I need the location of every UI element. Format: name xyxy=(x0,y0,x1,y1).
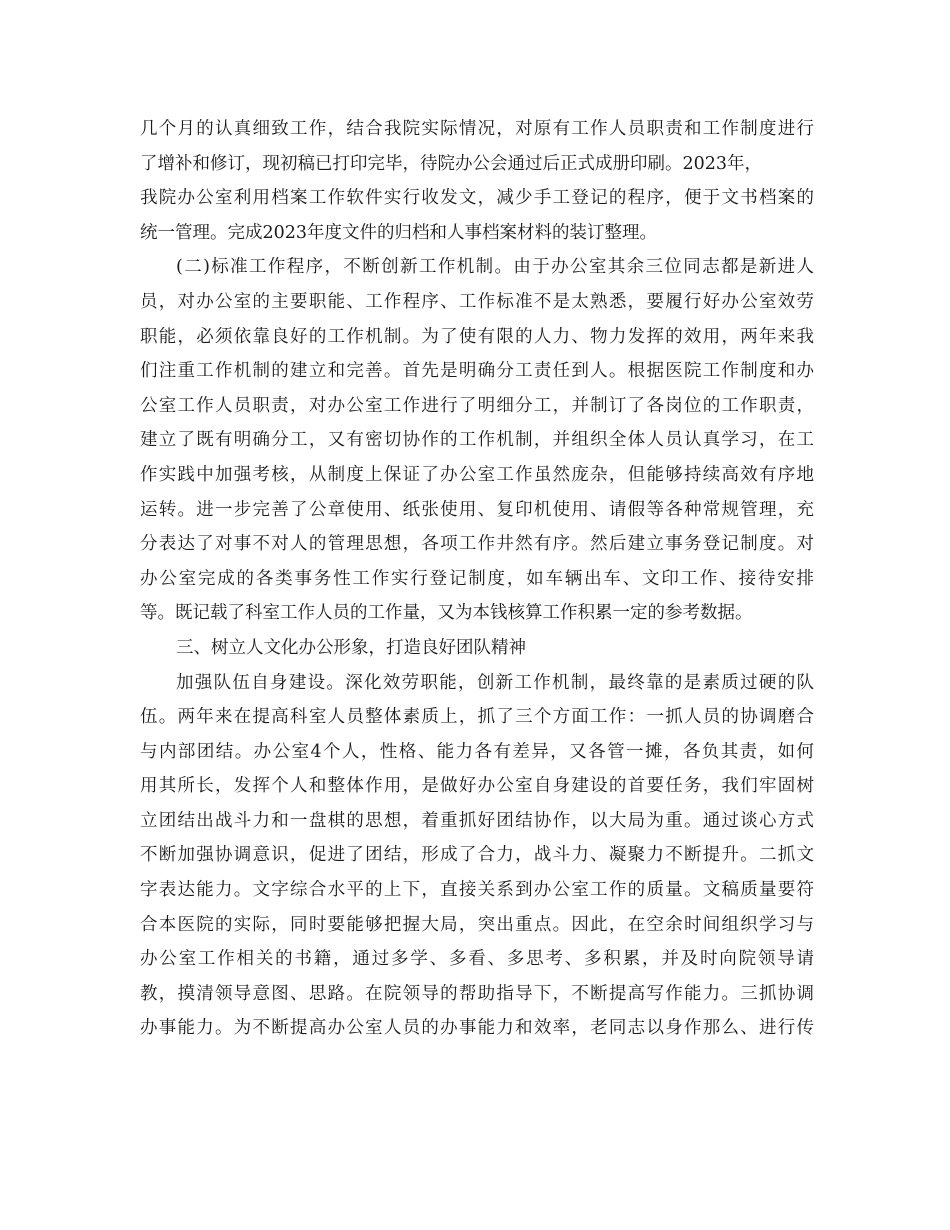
text-line: 建立了既有明确分工，又有密切协作的工作机制，并组织全体人员认真学习，在工 xyxy=(140,430,814,451)
text-line: 等。既记载了科室工作人员的工作量，又为本钱核算工作积累一定的参考数据。 xyxy=(140,603,753,624)
text-line: 统一管理。完成2023年度文件的归档和人事档案材料的装订整理。 xyxy=(140,222,658,243)
text-line: 办事能力。为不断提高办公室人员的办事能力和效率，老同志以身作那么、进行传 xyxy=(140,1018,814,1039)
text-line: 不断加强协调意识，促进了团结，形成了合力，战斗力、凝聚力不断提升。二抓文 xyxy=(140,845,814,866)
text-line: 用其所长，发挥个人和整体作用，是做好办公室自身建设的首要任务，我们牢固树 xyxy=(140,776,814,797)
text-line: 办公室完成的各类事务性工作实行登记制度，如车辆出车、文印工作、接待安排 xyxy=(140,568,814,589)
text-line: 运转。进一步完善了公章使用、纸张使用、复印机使用、请假等各种常规管理，充 xyxy=(140,499,814,520)
text-line: 我院办公室利用档案工作软件实行收发文，减少手工登记的程序，便于文书档案的 xyxy=(140,188,814,209)
text-line: 公室工作人员职责，对办公室工作进行了明细分工，并制订了各岗位的工作职责， xyxy=(140,395,814,416)
text-line: 几个月的认真细致工作，结合我院实际情况，对原有工作人员职责和工作制度进行 xyxy=(140,119,814,139)
text-line: 合本医院的实际，同时要能够把握大局，突出重点。因此，在空余时间组织学习与 xyxy=(140,914,814,935)
text-line: 分表达了对事不对人的管理思想，各项工作井然有序。然后建立事务登记制度。对 xyxy=(140,534,814,555)
text-line: 作实践中加强考核，从制度上保证了办公室工作虽然庞杂，但能够持续高效有序地 xyxy=(140,464,814,485)
text-line: 三、树立人文化办公形象，打造良好团队精神 xyxy=(176,637,526,658)
text-line: 与内部团结。办公室4个人，性格、能力各有差异，又各管一摊，各负其责，如何 xyxy=(140,741,814,762)
body-text xyxy=(140,112,814,1046)
text-line: 职能，必须依靠良好的工作机制。为了使有限的人力、物力发挥的效用，两年来我 xyxy=(140,326,814,347)
text-line: 们注重工作机制的建立和完善。首先是明确分工责任到人。根据医院工作制度和办 xyxy=(140,361,814,382)
text-line: 员，对办公室的主要职能、工作程序、工作标准不是太熟悉，要履行好办公室效劳 xyxy=(140,291,814,312)
text-line: 办公室工作相关的书籍，通过多学、多看、多思考、多积累，并及时向院领导请 xyxy=(140,949,814,970)
text-line: (二)标准工作程序，不断创新工作机制。由于办公室其余三位同志都是新进人 xyxy=(176,257,814,278)
text-line: 立团结出战斗力和一盘棋的思想，着重抓好团结协作，以大局为重。通过谈心方式 xyxy=(140,810,814,831)
text-line: 字表达能力。文字综合水平的上下，直接关系到办公室工作的质量。文稿质量要符 xyxy=(140,880,814,901)
text-line: 了增补和修订，现初稿已打印完毕，待院办公会通过后正式成册印刷。2023年， xyxy=(140,153,763,174)
text-line: 教，摸清领导意图、思路。在院领导的帮助指导下，不断提高写作能力。三抓协调 xyxy=(140,983,814,1004)
text-line: 加强队伍自身建设。深化效劳职能，创新工作机制，最终靠的是素质过硬的队 xyxy=(176,672,814,693)
text-line: 伍。两年来在提高科室人员整体素质上，抓了三个方面工作：一抓人员的协调磨合 xyxy=(140,707,814,728)
